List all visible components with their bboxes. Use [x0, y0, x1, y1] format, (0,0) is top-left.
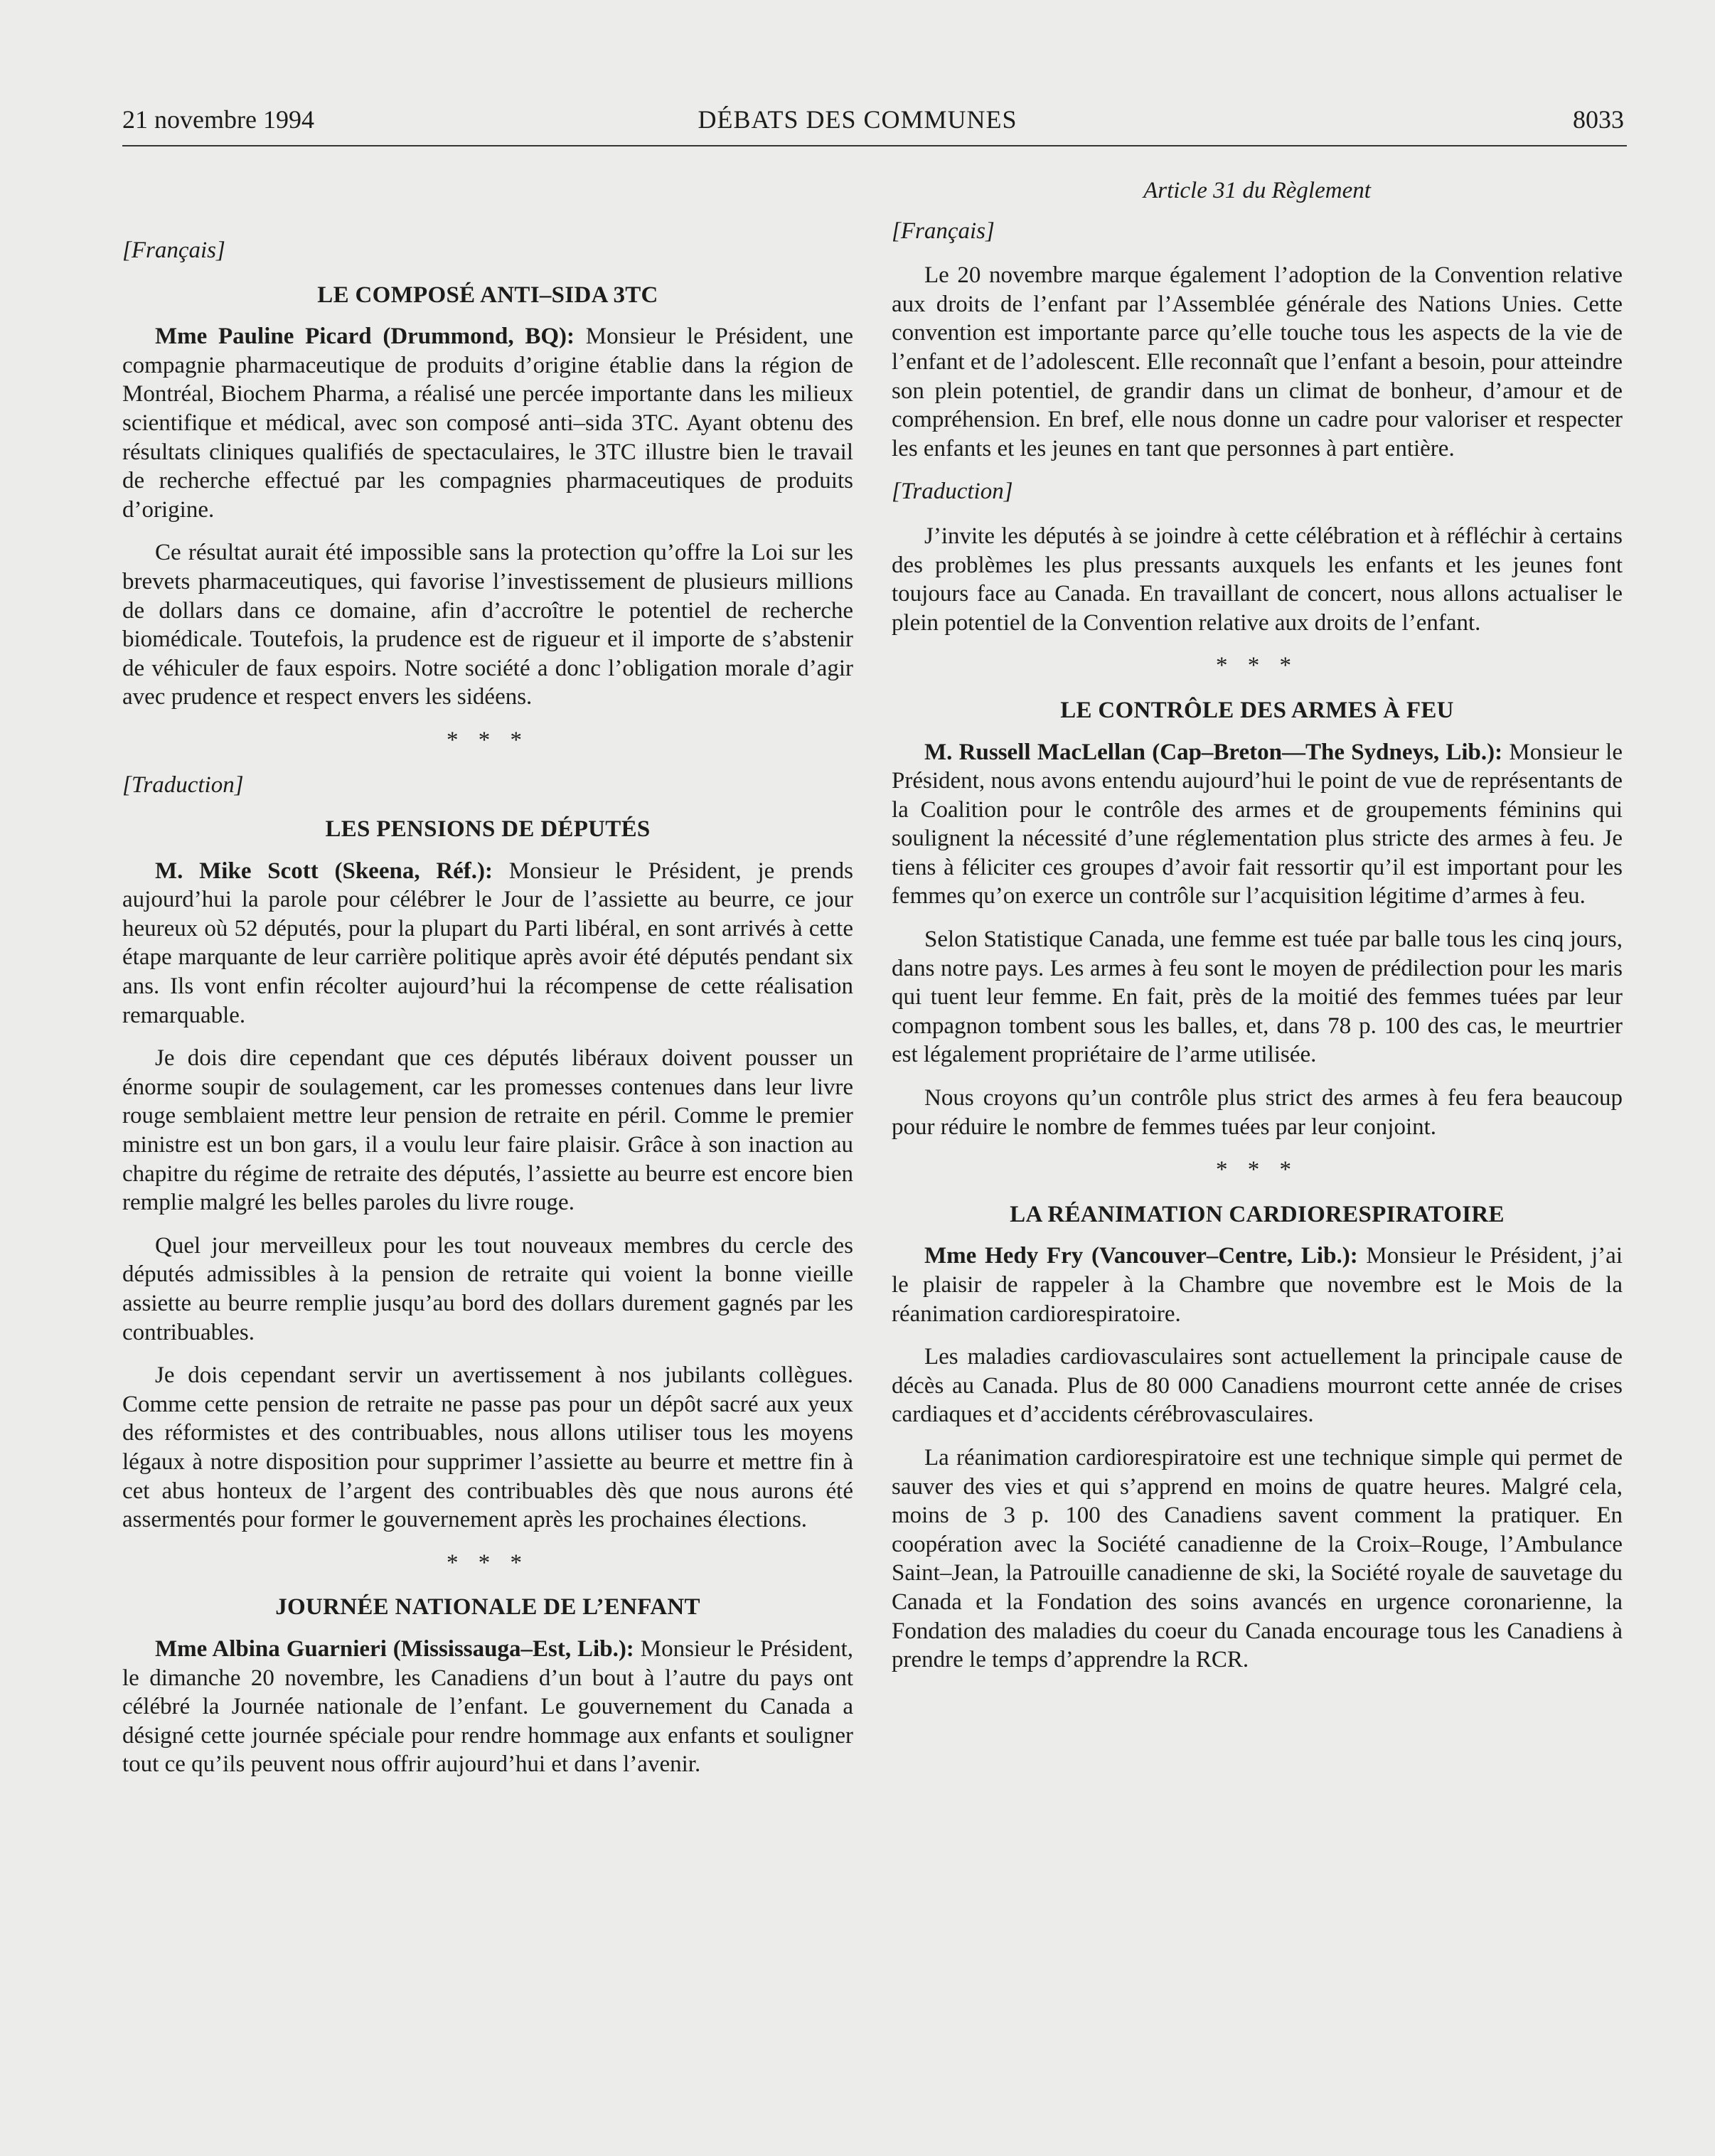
- header-title: DÉBATS DES COMMUNES: [698, 105, 1017, 134]
- top-spacer: [122, 176, 853, 236]
- section-heading: JOURNÉE NATIONALE DE L’ENFANT: [275, 1594, 700, 1621]
- paragraph: Je dois cependant servir un avertissement à nos jubilants collègues. Comme cette pension de retraite ne passe pas pour un dépôt sacré aux yeux des réformistes et des contribuables, nous allons utiliser tous les moyens légaux à notre disposition pour supprimer l’assiette au beurre et mettre fin à cet abus honteux de l’argent des contribuables dès que nous aurons été assermentés pour former le gouvernement après les prochaines élections.: [122, 1362, 853, 1533]
- speaker-name: Mme Pauline Picard (Drummond, BQ):: [155, 324, 575, 350]
- statement-text: Monsieur le Président, j’ai le plaisir de rappeler à la Chambre que novembre est le Mois de la réanimation cardiorespiratoire.: [892, 1243, 1623, 1327]
- paragraph: Les maladies cardiovasculaires sont actuellement la principale cause de décès au Canada. Plus de 80 000 Canadiens mourront cette année de crises cardiaques et d’accidents cérébrovasculaires.: [892, 1344, 1623, 1428]
- section-heading: LA RÉANIMATION CARDIORESPIRATOIRE: [1010, 1201, 1505, 1227]
- right-column: [892, 176, 1623, 1689]
- statement-text: Monsieur le Président, nous avons entendu aujourd’hui le point de vue de représentants de la Coalition pour le contrôle des armes et de groupements féminins qui soulignent la nécessité d’une réglementation plus stricte des armes à feu. Je tiens à féliciter ces groupes d’avoir fait ressortir qu’il est important pour les femmes qu’on exerce un contrôle sur l’acquisition légitime d’armes à feu.: [892, 739, 1623, 909]
- section-separator: * * *: [1216, 653, 1298, 679]
- statement-text: Monsieur le Président, une compagnie pharmaceutique de produits d’origine établie dans la région de Montréal, Biochem Pharma, a réalisé une percée importante dans les milieux scientifique et médical, avec son composé anti–sida 3TC. Ayant obtenu des résultats cliniques qualifiés de spectaculaires, le 3TC illustre bien le travail de recherche effectué par les compagnies pharmaceutiques de produits d’origine.: [122, 324, 853, 523]
- speaker-name: Mme Hedy Fry (Vancouver–Centre, Lib.):: [924, 1243, 1358, 1269]
- paragraph: [892, 1242, 1623, 1328]
- header-rule: [122, 145, 1627, 146]
- paragraph: Nous croyons qu’un contrôle plus strict des armes à feu fera beaucoup pour réduire le nombre de femmes tuées par leur conjoint.: [892, 1085, 1623, 1140]
- paragraph: [122, 322, 853, 524]
- paragraph: [892, 738, 1623, 912]
- language-tag: [Français]: [122, 238, 225, 263]
- speaker-name: M. Russell MacLellan (Cap–Breton—The Sydneys, Lib.):: [924, 739, 1503, 765]
- header-date: 21 novembre 1994: [122, 105, 314, 134]
- left-column: [122, 176, 853, 1793]
- paragraph: Quel jour merveilleux pour les tout nouveaux membres du cercle des députés admissibles à la pension de retraite qui voient la bonne vieille assiette au beurre remplie jusqu’au bord des dollars durement gagnés par les contribuables.: [122, 1232, 853, 1345]
- statement-text: Monsieur le Président, je prends aujourd’hui la parole pour célébrer le Jour de l’assiette au beurre, ce jour heureux où 52 députés, pour la plupart du Parti libéral, en sont arrivés à cette étape marquante de leur carrière politique après avoir été députés pendant six ans. Ils vont enfin récolter aujourd’hui la récompense de cette réalisation remarquable.: [122, 858, 853, 1028]
- paragraph: Je dois dire cependant que ces députés libéraux doivent pousser un énorme soupir de soulagement, car les promesses contenues dans leur livre rouge semblaient mettre leur pension de retraite en péril. Comme le premier ministre est un bon gars, il a voulu leur faire plaisir. Grâce à son inaction au chapitre du régime de retraite des députés, l’assiette au beurre est encore bien remplie malgré les belles paroles du livre rouge.: [122, 1045, 853, 1216]
- article-reference: Article 31 du Règlement: [1143, 178, 1371, 203]
- section-heading: LES PENSIONS DE DÉPUTÉS: [325, 816, 651, 843]
- section-heading: LE CONTRÔLE DES ARMES À FEU: [1060, 697, 1454, 723]
- speaker-name: M. Mike Scott (Skeena, Réf.):: [155, 858, 493, 884]
- statement-text: Monsieur le Président, le dimanche 20 novembre, les Canadiens d’un bout à l’autre du pays ont célébré la Journée nationale de l’enfant. Le gouvernement du Canada a désigné cette journée spéciale pour rendre hommage aux enfants et souligner tout ce qu’ils peuvent nous offrir aujourd’hui et dans l’avenir.: [122, 1635, 853, 1778]
- paragraph: La réanimation cardiorespiratoire est une technique simple qui permet de sauver des vies et qui s’apprend en moins de quatre heures. Malgré cela, moins de 3 p. 100 des Canadiens savent comment la pratiquer. En coopération avec la Société canadienne de la Croix–Rouge, l’Ambulance Saint–Jean, la Patrouille canadienne de ski, la Société royale de sauvetage du Canada et la Fondation des soins avancés en urgence coronarienne, la Fondation des maladies du coeur du Canada encourage tous les Canadiens à prendre le temps d’apprendre la RCR.: [892, 1444, 1623, 1673]
- section-separator: * * *: [447, 1549, 529, 1576]
- paragraph: Ce résultat aurait été impossible sans la protection qu’offre la Loi sur les brevets pharmaceutiques, qui favorise l’investissement de plusieurs millions de dollars dans ce domaine, afin d’accroître le potentiel de recherche biomédicale. Toutefois, la prudence est de rigueur et il importe de s’abstenir de véhiculer de faux espoirs. Notre société a donc l’obligation morale d’agir avec prudence et respect envers les sidéens.: [122, 540, 853, 710]
- language-tag: [Traduction]: [892, 479, 1013, 505]
- paragraph: [122, 857, 853, 1030]
- language-tag: [Traduction]: [122, 772, 244, 798]
- paragraph: Le 20 novembre marque également l’adoption de la Convention relative aux droits de l’enfant par l’Assemblée générale des Nations Unies. Cette convention est importante parce qu’elle touche tous les aspects de la vie de l’enfant et de l’adolescent. Elle reconnaît que l’enfant a besoin, pour atteindre son plein potentiel, de grandir dans un climat de bonheur, d’amour et de compréhension. En bref, elle nous donne un cadre pour valoriser et respecter les enfants et les jeunes en tant que personnes à part entière.: [892, 262, 1623, 461]
- section-separator: * * *: [1216, 1157, 1298, 1183]
- page-number: 8033: [1573, 105, 1624, 134]
- paragraph: J’invite les députés à se joindre à cette célébration et à réfléchir à certains des problèmes les plus pressants auxquels les enfants et les jeunes font toujours face au Canada. En travaillant de concert, nous allons actualiser le plein potentiel de la Convention relative aux droits de l’enfant.: [892, 523, 1623, 636]
- paragraph: [122, 1635, 853, 1779]
- section-separator: * * *: [447, 727, 529, 753]
- paragraph: Selon Statistique Canada, une femme est tuée par balle tous les cinq jours, dans notre pays. Les armes à feu sont le moyen de prédilection pour les maris qui tuent leur femme. En fait, près de la moitié des femmes tuées par leur compagnon tombent sous les balles, et, dans 78 p. 100 des cas, le meurtrier est légalement propriétaire de l’arme utilisée.: [892, 927, 1623, 1068]
- speaker-name: Mme Albina Guarnieri (Mississauga–Est, Lib.):: [155, 1635, 634, 1662]
- section-heading: LE COMPOSÉ ANTI–SIDA 3TC: [317, 282, 658, 308]
- language-tag: [Français]: [892, 218, 995, 244]
